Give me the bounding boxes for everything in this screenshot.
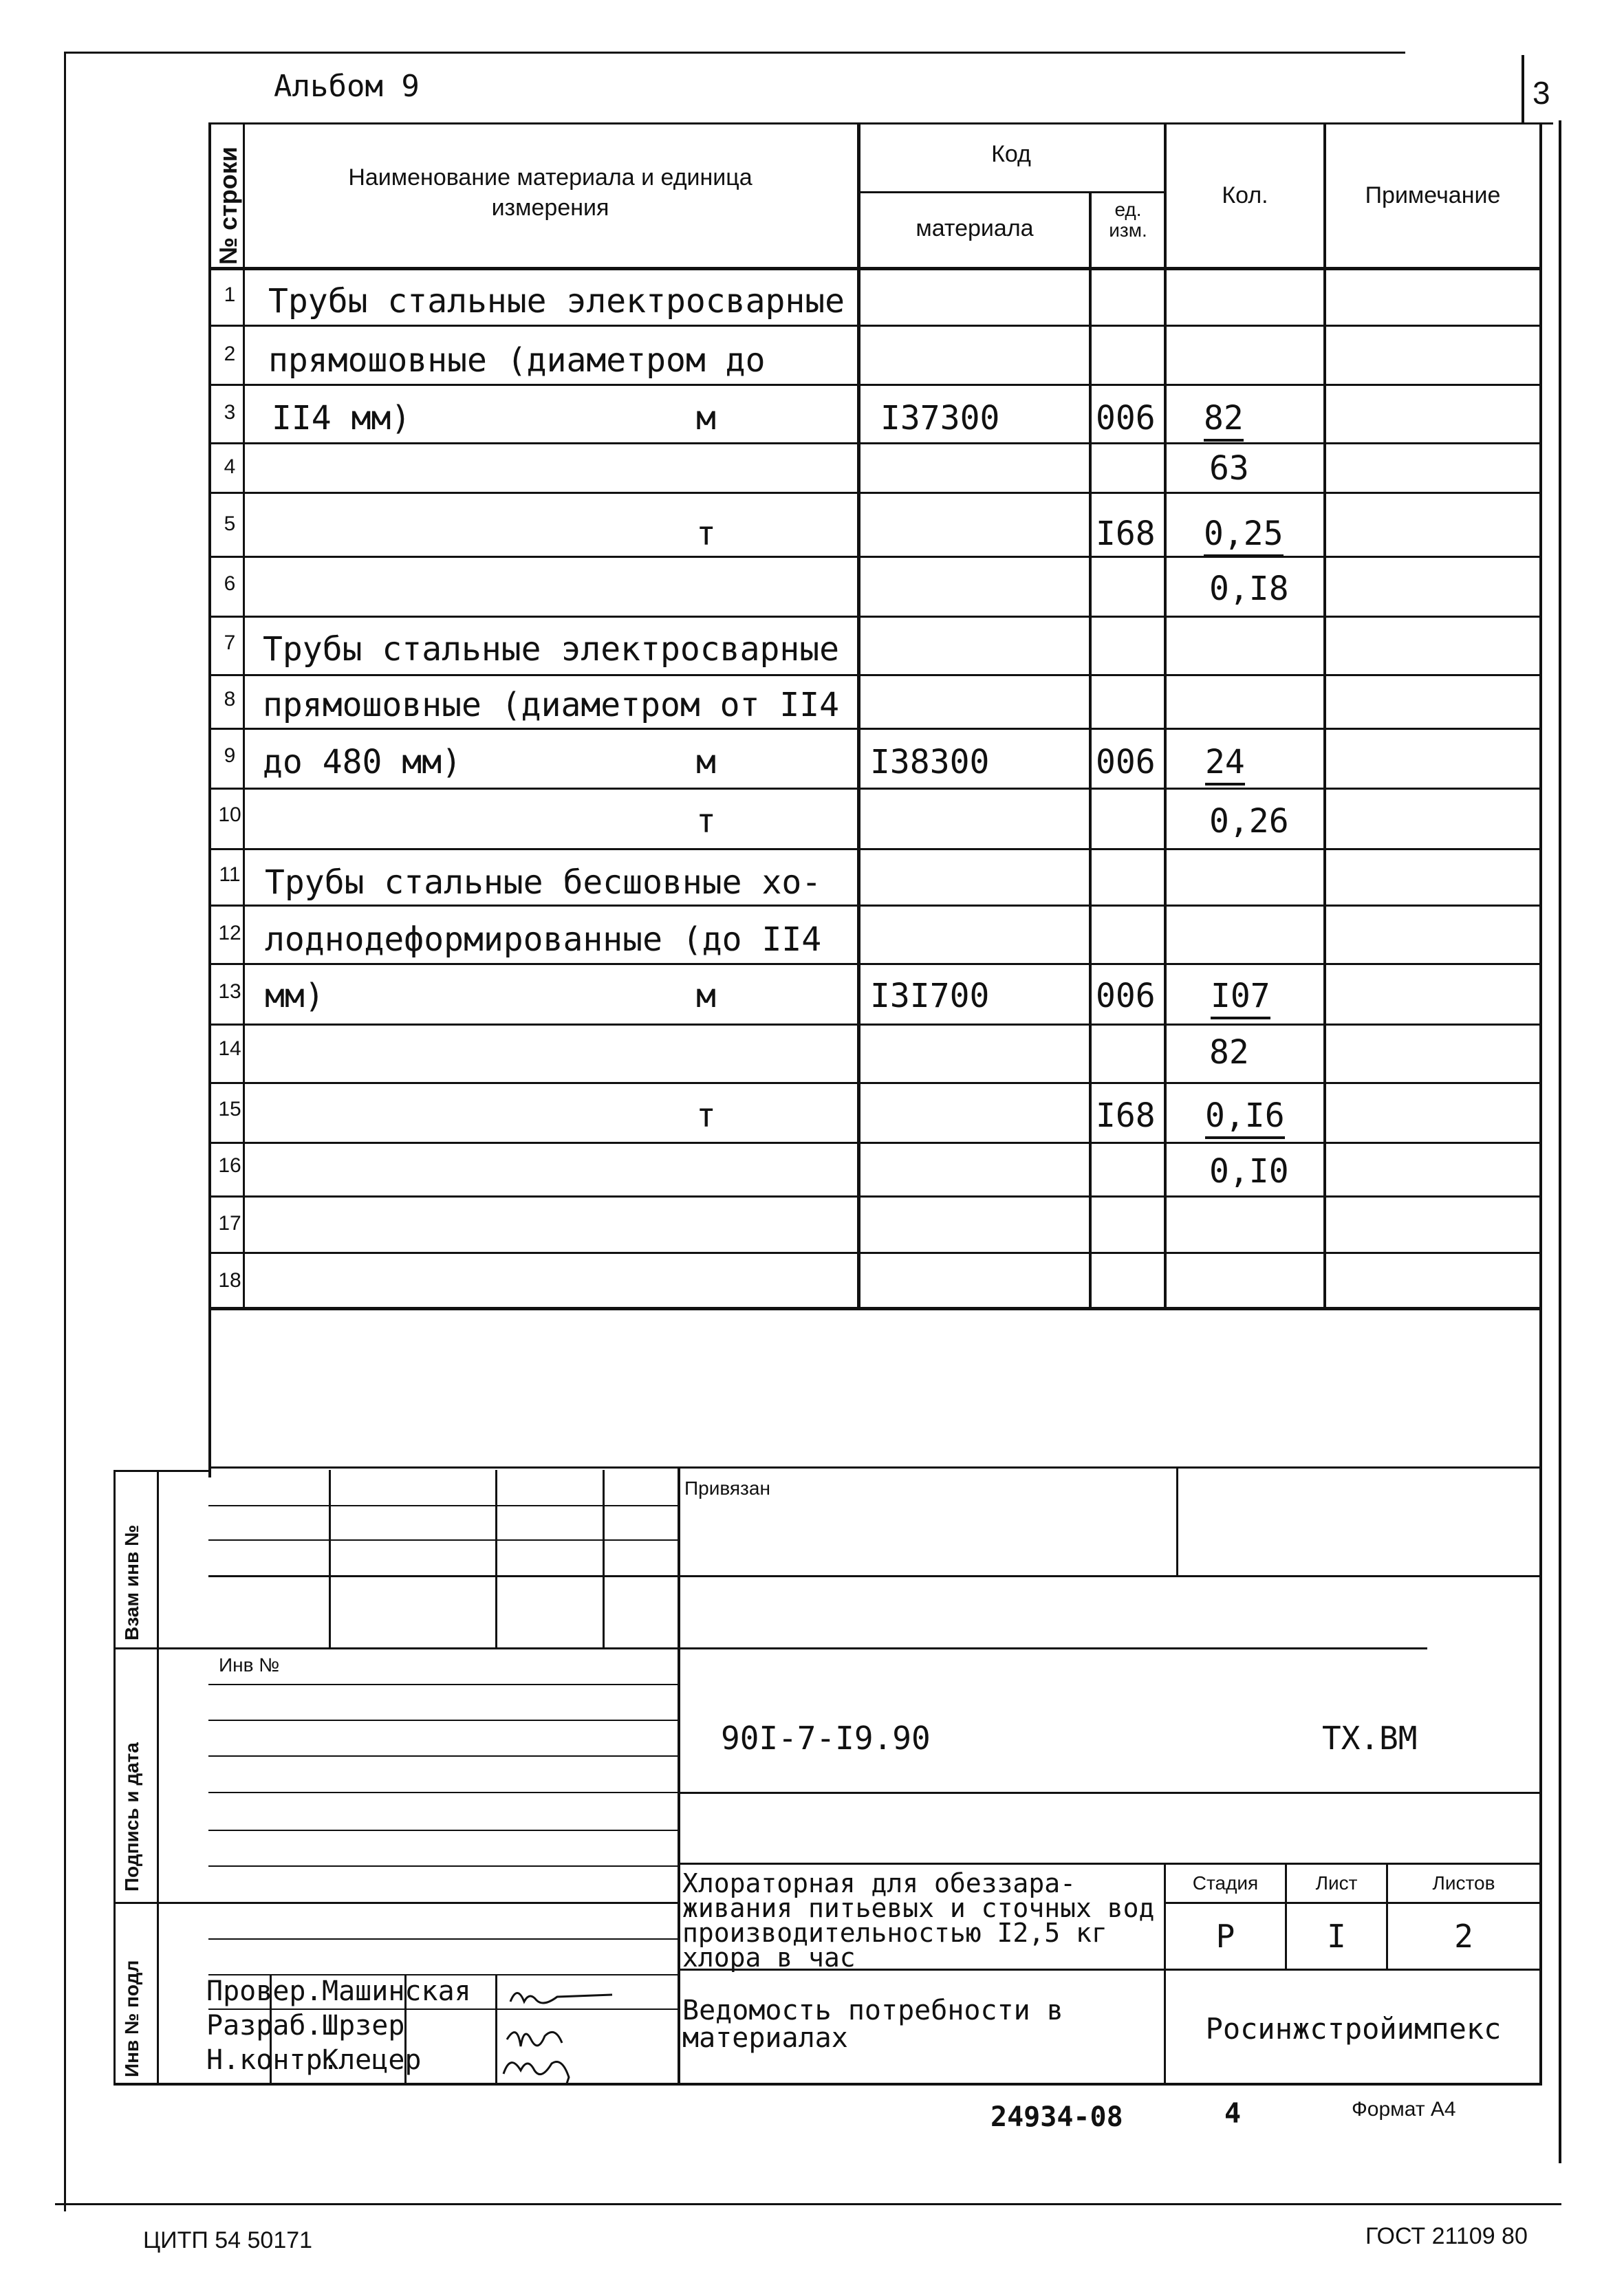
row-unit-code: I68 <box>1096 515 1156 553</box>
stage-label: Стадия <box>1192 1872 1259 1894</box>
row-number: 5 <box>224 512 236 535</box>
row-number: 2 <box>224 343 236 365</box>
frame-left-line <box>64 52 66 2211</box>
side-label-vzam-inv: Взам инв № <box>121 1524 142 1640</box>
row-number: 15 <box>218 1098 241 1120</box>
footer-code-number: 24934-08 <box>990 2101 1123 2133</box>
row-name: до 480 мм) <box>263 743 462 781</box>
sheet-value: I <box>1327 1918 1346 1955</box>
signature-role: Разраб. <box>206 2010 323 2042</box>
row-quantity: 63 <box>1209 449 1249 488</box>
row-number: 14 <box>218 1037 241 1060</box>
row-name: II4 мм) <box>272 399 411 437</box>
row-unit: м <box>696 977 716 1015</box>
row-number: 12 <box>218 922 241 944</box>
row-quantity: 24 <box>1205 743 1245 786</box>
document-mark: ТХ.ВМ <box>1322 1720 1418 1757</box>
footer-gost: ГОСТ 21109 80 <box>1365 2223 1528 2249</box>
row-quantity: I07 <box>1211 977 1270 1019</box>
row-name: лоднодеформированные (до II4 <box>265 920 822 959</box>
frame-right-line <box>1559 120 1561 2163</box>
footer-cintp: ЦИТП 54 50171 <box>143 2227 313 2253</box>
row-number: 17 <box>218 1212 241 1235</box>
header-code-unit: ед. изм. <box>1109 199 1147 241</box>
row-material-code: I37300 <box>880 399 1000 437</box>
row-quantity: 82 <box>1209 1033 1249 1072</box>
row-material-code: I3I700 <box>870 977 990 1015</box>
row-name: Трубы стальные бесшовные хо- <box>265 863 822 902</box>
project-name: Хлораторная для обеззара- живания питьевых и сточных вод производительностью I2,5 кг хлора в час <box>682 1868 1155 1973</box>
row-number: 16 <box>218 1154 241 1177</box>
row-number: 8 <box>224 688 236 711</box>
row-number: 7 <box>224 631 236 654</box>
signature-name: Машинская <box>322 1975 471 2007</box>
row-name: мм) <box>265 977 325 1015</box>
signature-role: Провер. <box>206 1975 323 2007</box>
row-unit: т <box>696 1096 716 1135</box>
sheets-label: Листов <box>1432 1872 1495 1894</box>
row-unit: т <box>696 515 716 553</box>
sheet-label: Лист <box>1315 1872 1358 1894</box>
header-code-material: материала <box>916 215 1034 241</box>
row-material-code: I38300 <box>870 743 990 781</box>
sheets-value: 2 <box>1454 1918 1473 1955</box>
row-unit-code: I68 <box>1096 1096 1156 1135</box>
sheet-title: Ведомость потребности в материалах <box>682 1995 1063 2054</box>
row-unit: м <box>696 399 716 437</box>
row-name: Трубы стальные электросварные <box>263 630 840 669</box>
side-label-inv-podl: Инв № подл <box>121 1960 142 2077</box>
row-number: 1 <box>224 283 236 306</box>
row-number: 4 <box>224 455 236 478</box>
row-quantity: 0,I0 <box>1209 1152 1289 1191</box>
row-unit-code: 006 <box>1096 743 1156 781</box>
row-unit-code: 006 <box>1096 399 1156 437</box>
row-quantity: 82 <box>1204 399 1244 442</box>
footer-page-mark: 4 <box>1224 2098 1242 2130</box>
privyazan-label: Привязан <box>684 1477 770 1499</box>
album-label: Альбом 9 <box>274 69 420 104</box>
inv-no-label: Инв № <box>219 1654 280 1676</box>
header-code: Код <box>991 141 1031 167</box>
row-name: прямошовные (диаметром до <box>268 341 766 380</box>
row-quantity: 0,I6 <box>1205 1096 1285 1139</box>
row-name: прямошовные (диаметром от II4 <box>263 686 840 724</box>
stage-value: Р <box>1215 1918 1235 1955</box>
row-name: Трубы стальные электросварные <box>268 282 845 321</box>
header-note: Примечание <box>1365 182 1501 208</box>
row-number: 6 <box>224 572 236 595</box>
footer-format: Формат А4 <box>1352 2098 1456 2121</box>
row-quantity: 0,I8 <box>1209 570 1289 608</box>
organization: Росинжстройимпекс <box>1205 2012 1502 2046</box>
frame-bottom-line <box>55 2203 1561 2205</box>
side-label-podpis-data: Подпись и дата <box>121 1742 142 1892</box>
row-number: 3 <box>224 401 236 424</box>
row-number: 10 <box>218 803 241 826</box>
page-number: 3 <box>1533 75 1550 111</box>
header-qty: Кол. <box>1222 182 1268 208</box>
row-unit: т <box>696 802 716 841</box>
signature-name: Шрзер <box>322 2010 405 2042</box>
row-number: 13 <box>218 980 241 1003</box>
row-unit-code: 006 <box>1096 977 1156 1015</box>
row-number: 18 <box>218 1269 241 1292</box>
frame-top-line <box>64 52 1405 54</box>
row-quantity: 0,26 <box>1209 802 1289 841</box>
row-number: 9 <box>224 744 236 767</box>
row-quantity: 0,25 <box>1204 515 1284 557</box>
header-name: Наименование материала и единица измерения <box>348 164 753 221</box>
signature-name: Клецер <box>322 2044 422 2076</box>
row-number: 11 <box>219 863 241 886</box>
header-row-no: № строки <box>214 147 242 265</box>
signature-role: Н.контр. <box>206 2044 339 2076</box>
row-unit: м <box>696 743 716 781</box>
document-code: 90I-7-I9.90 <box>721 1720 931 1757</box>
frame-right-mark <box>1522 55 1524 124</box>
handwritten-signatures <box>497 1974 675 2084</box>
